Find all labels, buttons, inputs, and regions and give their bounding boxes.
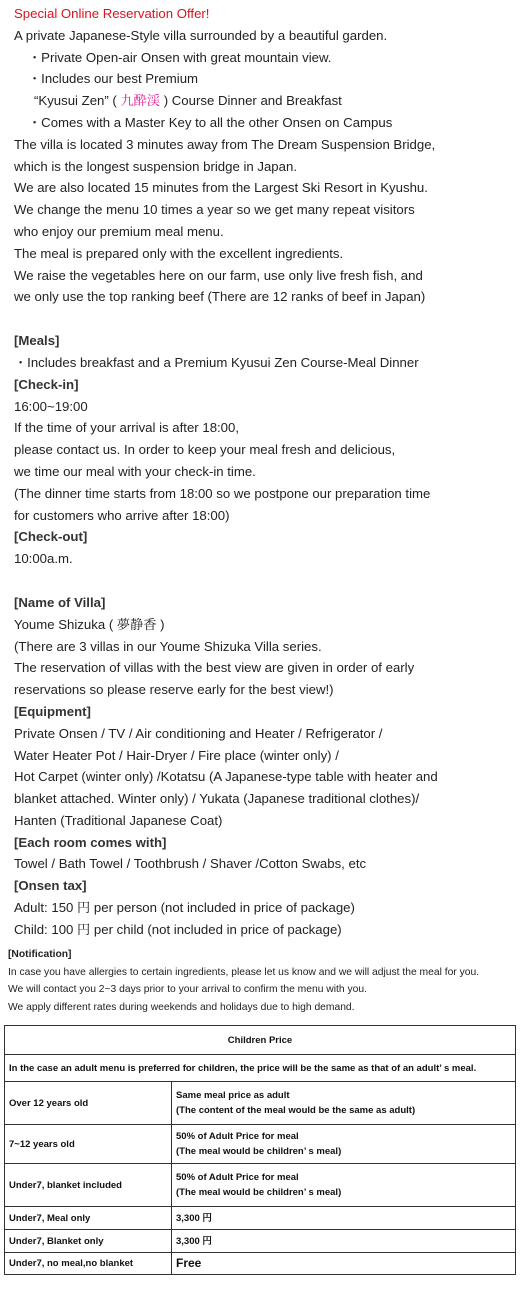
row-value-detail: (The meal would be children’ s meal) <box>176 1187 342 1198</box>
spacer <box>14 570 512 592</box>
room-text: Towel / Bath Towel / Toothbrush / Shaver /Cotton Swabs, etc <box>14 856 367 872</box>
equipment-heading: [Equipment] <box>14 703 91 719</box>
offer-title: Special Online Reservation Offer! <box>14 6 210 21</box>
villa-line: Youme Shizuka ( 夢静香 ) <box>14 616 165 632</box>
checkin-line: for customers who arrive after 18:00) <box>14 507 230 523</box>
row-value <box>172 1125 516 1164</box>
table-note-row <box>5 1055 516 1082</box>
notification-line: We will contact you 2~3 days prior to your arrival to confirm the menu with you. <box>8 984 367 995</box>
table-title-row <box>5 1026 516 1055</box>
spacer <box>14 308 512 330</box>
row-value-detail: (The content of the meal would be the same as adult) <box>176 1105 416 1116</box>
meals-heading: [Meals] <box>14 333 60 349</box>
equipment-line: Water Heater Pot / Hair-Dryer / Fire place (winter only) / <box>14 747 339 763</box>
feature-bullet: ・Comes with a Master Key to all the other Onsen on Campus <box>28 114 393 130</box>
description-line: We are also located 15 minutes from the Largest Ski Resort in Kyushu. <box>14 180 428 196</box>
table-row <box>5 1164 516 1207</box>
row-label: Under7, Meal only <box>5 1207 172 1230</box>
notification-line: We apply different rates during weekends and holidays due to high demand. <box>8 1001 355 1013</box>
row-value <box>172 1082 516 1125</box>
feature-bullet-continued <box>14 90 512 112</box>
table-row <box>5 1125 516 1164</box>
description-line: The villa is located 3 minutes away from The Dream Suspension Bridge, <box>14 136 436 152</box>
checkout-heading: [Check-out] <box>14 529 88 545</box>
villa-heading: [Name of Villa] <box>14 594 106 610</box>
row-value-line: 50% of Adult Price for meal <box>176 1131 299 1142</box>
description-line: The meal is prepared only with the excellent ingredients. <box>14 245 344 261</box>
villa-line: reservations so please reserve early for the best view!) <box>14 682 334 698</box>
checkout-time: 10:00a.m. <box>14 551 73 567</box>
equipment-line: Hot Carpet (winter only) /Kotatsu (A Japanese-type table with heater and <box>14 769 438 785</box>
row-label: Under7, blanket included <box>5 1164 172 1207</box>
row-label: Over 12 years old <box>5 1082 172 1125</box>
row-value: 3,300 円 <box>172 1230 516 1253</box>
course-description: ) Course Dinner and Breakfast <box>160 93 342 109</box>
checkin-line: If the time of your arrival is after 18:00, <box>14 420 240 436</box>
checkin-line: 16:00~19:00 <box>14 398 88 414</box>
description-line: who enjoy our premium meal menu. <box>14 223 224 239</box>
notification-section <box>8 946 479 1016</box>
description-line: we only use the top ranking beef (There are 12 ranks of beef in Japan) <box>14 289 426 305</box>
tax-line: Child: 100 円 per child (not included in price of package) <box>14 921 342 937</box>
checkin-heading: [Check-in] <box>14 376 79 392</box>
row-value-line: 50% of Adult Price for meal <box>176 1172 299 1183</box>
row-label: Under7, no meal,no blanket <box>5 1253 172 1275</box>
row-value-line: Same meal price as adult <box>176 1090 290 1101</box>
room-heading: [Each room comes with] <box>14 834 167 850</box>
row-value: Free <box>172 1253 516 1275</box>
table-row <box>5 1230 516 1253</box>
tax-line: Adult: 150 円 per person (not included in price of package) <box>14 900 355 916</box>
equipment-line: Hanten (Traditional Japanese Coat) <box>14 812 223 828</box>
table-note: In the case an adult menu is preferred for children, the price will be the same as that of an adult’ s meal. <box>5 1055 516 1082</box>
equipment-line: Private Onsen / TV / Air conditioning and Heater / Refrigerator / <box>14 725 383 741</box>
table-row <box>5 1082 516 1125</box>
equipment-line: blanket attached. Winter only) / Yukata (Japanese traditional clothes)/ <box>14 791 420 807</box>
checkin-line: please contact us. In order to keep your meal fresh and delicious, <box>14 442 396 458</box>
table-row <box>5 1207 516 1230</box>
checkin-line: (The dinner time starts from 18:00 so we postpone our preparation time <box>14 485 431 501</box>
course-name-japanese: 九酔渓 <box>120 93 161 109</box>
row-value: 3,300 円 <box>172 1207 516 1230</box>
row-label: Under7, Blanket only <box>5 1230 172 1253</box>
row-value <box>172 1164 516 1207</box>
description-line: which is the longest suspension bridge in Japan. <box>14 158 297 174</box>
notification-heading: [Notification] <box>8 949 72 960</box>
feature-bullet: ・Includes our best Premium <box>28 71 199 87</box>
tax-heading: [Onsen tax] <box>14 878 87 894</box>
meals-text: ・Includes breakfast and a Premium Kyusui Zen Course-Meal Dinner <box>14 354 419 370</box>
villa-line: (There are 3 villas in our Youme Shizuka Villa series. <box>14 638 322 654</box>
row-label: 7~12 years old <box>5 1125 172 1164</box>
description-line: We raise the vegetables here on our farm, use only live fresh fish, and <box>14 267 423 283</box>
table-row <box>5 1253 516 1275</box>
children-price-table <box>4 1025 516 1275</box>
checkin-line: we time our meal with your check-in time. <box>14 463 256 479</box>
table-title: Children Price <box>5 1026 516 1055</box>
description-line: We change the menu 10 times a year so we get many repeat visitors <box>14 202 415 218</box>
notification-line: In case you have allergies to certain ingredients, please let us know and we will adjust the meal for you. <box>8 966 480 978</box>
row-value-detail: (The meal would be children’ s meal) <box>176 1146 342 1157</box>
intro-text: A private Japanese-Style villa surrounded by a beautiful garden. <box>14 27 388 43</box>
villa-line: The reservation of villas with the best view are given in order of early <box>14 660 415 676</box>
course-name: “Kyusui Zen” ( <box>34 93 121 109</box>
feature-bullet: ・Private Open-air Onsen with great mountain view. <box>28 49 332 65</box>
